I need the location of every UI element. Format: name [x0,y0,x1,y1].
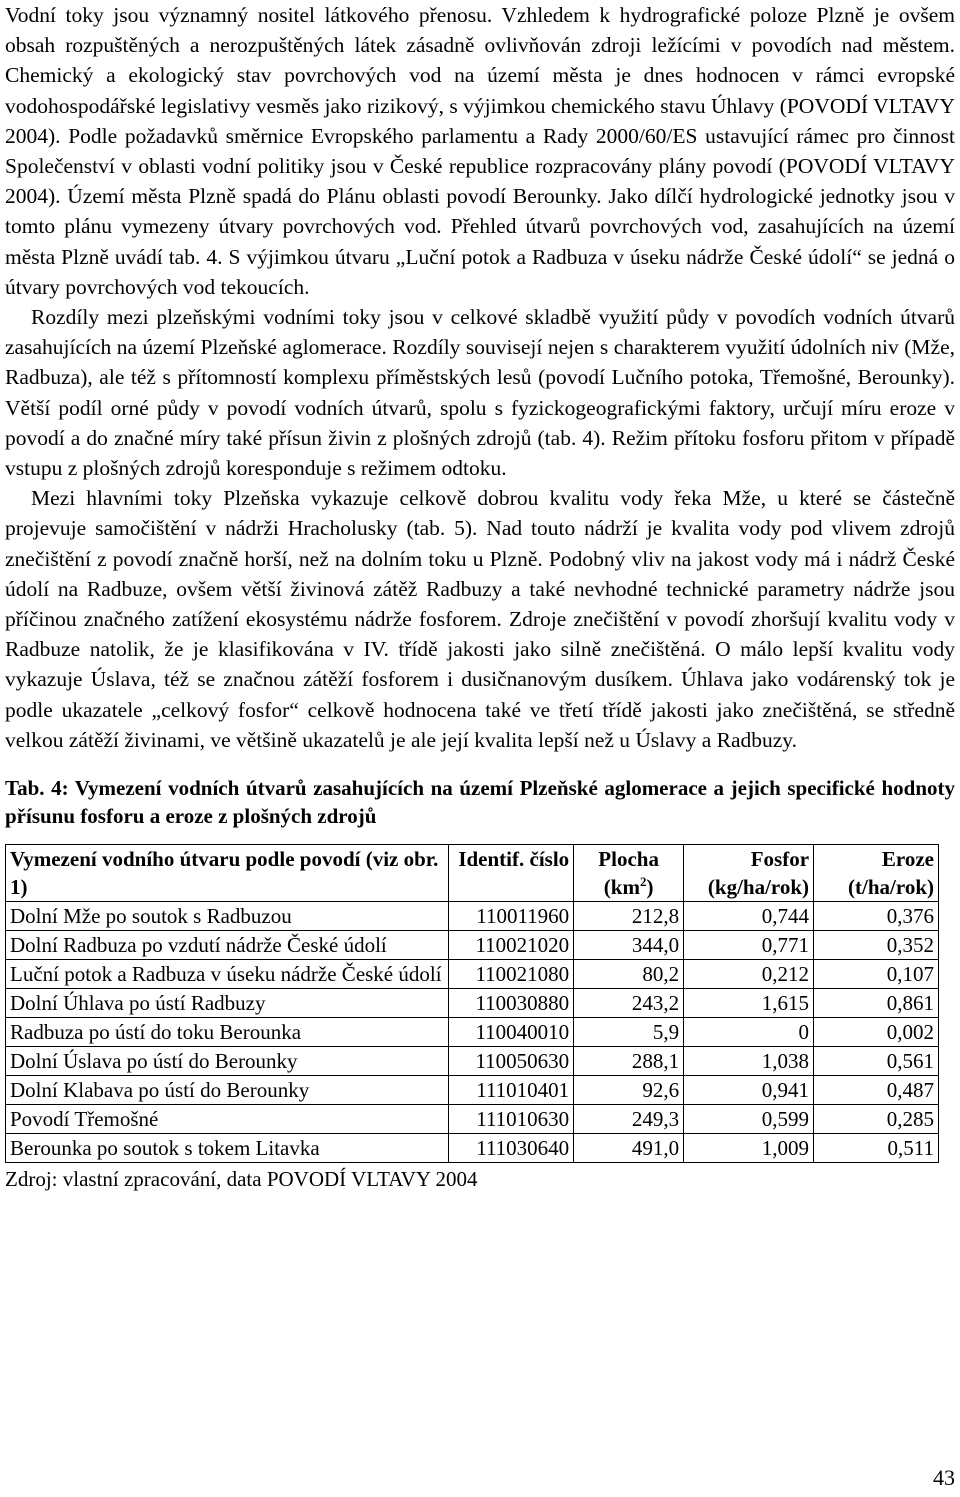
cell-plocha: 344,0 [574,931,684,960]
cell-fosfor: 1,615 [684,989,814,1018]
table-row [6,1105,939,1134]
cell-plocha: 243,2 [574,989,684,1018]
cell-eroze: 0,285 [814,1105,939,1134]
document-page [5,0,955,1193]
cell-plocha: 491,0 [574,1134,684,1163]
header-plocha: Plocha $(km^2)$ [574,845,684,902]
table-source: Zdroj: vlastní zpracování, data POVODÍ VLTAVY 2004 [5,1167,478,1192]
cell-fosfor: 0,941 [684,1076,814,1105]
cell-id: 110021080 [449,960,574,989]
paragraph-2: Rozdíly mezi plzeňskými vodními toky jsou v celkové skladbě využití půdy v povodích vodních útvarů zasahujících na území Plzeňské aglomerace. Rozdíly souvisejí nejen s charakterem využití údolních niv (Mže, Radbuza), ale též s přítomností komplexu příměstských lesů (povodí Lučního potoka, Třemošné, Berounky). Větší podíl orné půdy v povodí vodních útvarů, spolu s fyzickogeografickými faktory, určují míru eroze v povodí a do značné míry také přísun živin z plošných zdrojů (tab. 4). Režim přítoku fosforu přitom v případě vstupu z plošných zdrojů koresponduje s režimem odtoku. [5,305,955,481]
cell-id: 111030640 [449,1134,574,1163]
paragraph-3: Mezi hlavními toky Plzeňska vykazuje celkově dobrou kvalitu vody řeka Mže, u které se částečně projevuje samočištění v nádrži Hracholusky (tab. 5). Nad touto nádrží je kvalita vody pod vlivem zdrojů znečištění z povodí značně horší, než na dolním toku u Plzně. Podobný vliv na jakost vody má i nádrž České údolí na Radbuze, ovšem větší živinová zátěž Radbuzy a také nevhodné technické parametry nádrže jsou příčinou značného zatížení ekosystému nádrže fosforem. Zdroje znečištění v povodí zhoršují kvalitu vody v Radbuze natolik, že je klasifikována v IV. třídě jakosti jako silně znečištěná. O málo lepší kvalitu vody vykazuje Úslava, též se značnou zátěží fosforem i dusičnanovým dusíkem. Úhlava jako vodárenský tok je podle ukazatele „celkový fosfor“ celkově hodnocena také ve třetí třídě jakosti jako znečištěná, se středně velkou zátěží živinami, ve většině ukazatelů je ale její kvalita lepší než u Úslavy a Radbuzy. [5,486,955,752]
cell-name: Dolní Mže po soutok s Radbuzou [6,902,449,931]
data-table [5,844,939,1163]
cell-id: 110011960 [449,902,574,931]
page-number: 43 [933,1465,955,1490]
cell-eroze: 0,487 [814,1076,939,1105]
cell-name: Dolní Klabava po ústí do Berounky [6,1076,449,1105]
cell-fosfor: 1,038 [684,1047,814,1076]
table-row [6,1076,939,1105]
cell-fosfor: 0,599 [684,1105,814,1134]
cell-fosfor: 0,744 [684,902,814,931]
cell-plocha: 80,2 [574,960,684,989]
cell-plocha: 92,6 [574,1076,684,1105]
cell-eroze: 0,561 [814,1047,939,1076]
table-row [6,989,939,1018]
cell-name: Luční potok a Radbuza v úseku nádrže České údolí [6,960,449,989]
cell-eroze: 0,352 [814,931,939,960]
cell-id: 110050630 [449,1047,574,1076]
cell-fosfor: 0,771 [684,931,814,960]
cell-name: Povodí Třemošné [6,1105,449,1134]
table-caption: Tab. 4: Vymezení vodních útvarů zasahujících na území Plzeňské aglomerace a jejich specifické hodnoty přísunu fosforu a eroze z plošných zdrojů [5,776,955,829]
cell-name: Dolní Úhlava po ústí Radbuzy [6,989,449,1018]
table-row [6,902,939,931]
cell-eroze: 0,107 [814,960,939,989]
cell-plocha: 5,9 [574,1018,684,1047]
cell-name: Berounka po soutok s tokem Litavka [6,1134,449,1163]
table-row [6,1047,939,1076]
cell-name: Dolní Radbuza po vzdutí nádrže České údolí [6,931,449,960]
cell-fosfor: 1,009 [684,1134,814,1163]
table-row [6,1018,939,1047]
cell-id: 110021020 [449,931,574,960]
cell-eroze: 0,511 [814,1134,939,1163]
cell-plocha: 212,8 [574,902,684,931]
cell-name: Dolní Úslava po ústí do Berounky [6,1047,449,1076]
paragraph-1: Vodní toky jsou významný nositel látkového přenosu. Vzhledem k hydrografické poloze Plzně je ovšem obsah rozpuštěných a nerozpuštěných látek zásadně ovlivňován zdroji ležícími v povodích nad městem. Chemický a ekologický stav povrchových vod na území města je dnes hodnocen v rámci evropské vodohospodářské legislativy vesměs jako rizikový, s výjimkou chemického stavu Úhlavy (POVODÍ VLTAVY 2004). Podle požadavků směrnice Evropského parlamentu a Rady 2000/60/ES ustavující rámec pro činnost Společenství v oblasti vodní politiky jsou v České republice rozpracovány plány povodí (POVODÍ VLTAVY 2004). Území města Plzně spadá do Plánu oblasti povodí Berounky. Jako dílčí hydrologické jednotky jsou v tomto plánu vymezeny útvary povrchových vod. Přehled útvarů povrchových vod, zasahujících na území města Plzně uvádí tab. 4. S výjimkou útvaru „Luční potok a Radbuza v úseku nádrže České údolí“ se jedná o útvary povrchových vod tekoucích. [5,3,955,299]
table-row [6,1134,939,1163]
cell-eroze: 0,002 [814,1018,939,1047]
header-fosfor: Fosfor (kg/ha/rok) [684,845,814,902]
cell-id: 111010401 [449,1076,574,1105]
cell-name: Radbuza po ústí do toku Berounka [6,1018,449,1047]
cell-plocha: 249,3 [574,1105,684,1134]
cell-fosfor: 0,212 [684,960,814,989]
cell-id: 110040010 [449,1018,574,1047]
table-row [6,931,939,960]
cell-eroze: 0,376 [814,902,939,931]
header-eroze: Eroze (t/ha/rok) [814,845,939,902]
cell-fosfor: 0 [684,1018,814,1047]
cell-id: 111010630 [449,1105,574,1134]
header-vymezeni: Vymezení vodního útvaru podle povodí (viz obr. 1) [6,845,449,902]
cell-plocha: 288,1 [574,1047,684,1076]
header-identif: Identif. číslo [449,845,574,902]
table-header-row [6,845,939,902]
cell-id: 110030880 [449,989,574,1018]
cell-eroze: 0,861 [814,989,939,1018]
table-row [6,960,939,989]
